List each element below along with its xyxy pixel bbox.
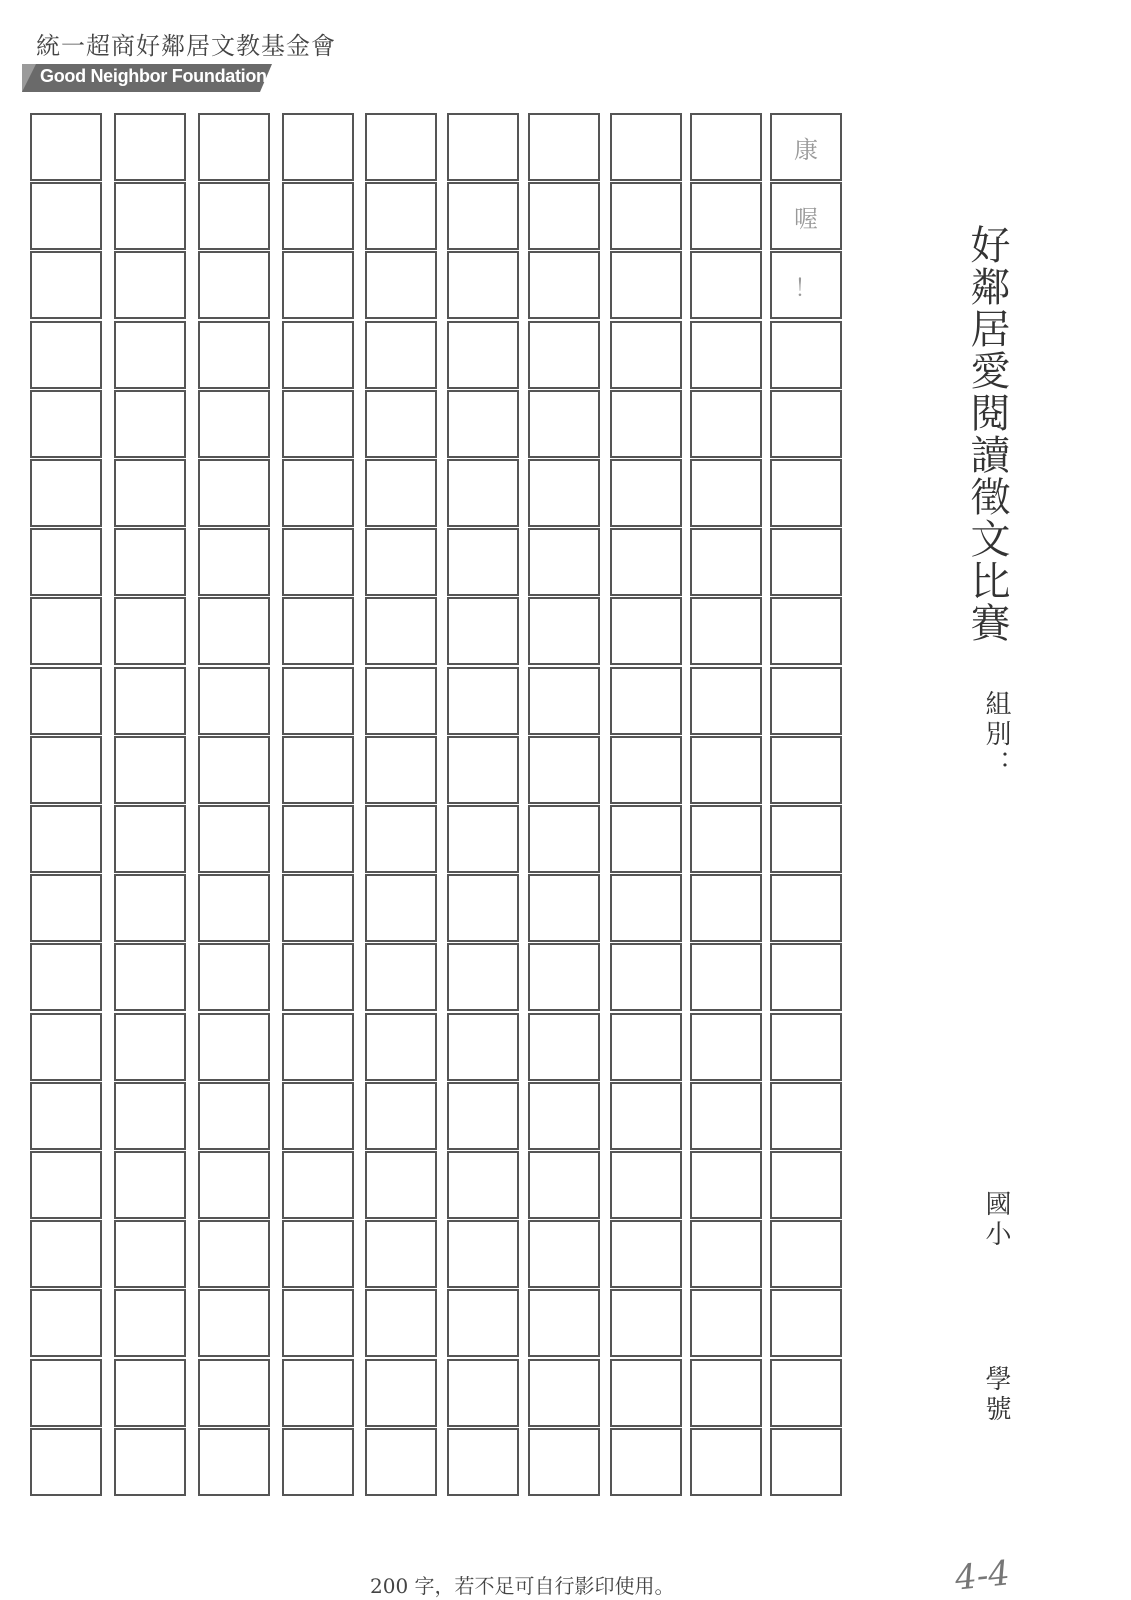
logo-english-text: Good Neighbor Foundation [40, 66, 267, 86]
grid-cell[interactable] [447, 736, 519, 804]
grid-cell[interactable] [770, 597, 842, 665]
grid-cell[interactable] [528, 1220, 600, 1288]
grid-cell[interactable] [198, 1151, 270, 1219]
grid-cell[interactable] [770, 1013, 842, 1081]
grid-cell[interactable] [365, 390, 437, 458]
logo-chinese-text: 統一超商好鄰居文教基金會 [36, 32, 336, 60]
grid-column [690, 113, 762, 1533]
grid-cell[interactable] [198, 1220, 270, 1288]
grid-cell[interactable] [198, 251, 270, 319]
grid-cell[interactable] [282, 182, 354, 250]
grid-cell[interactable] [114, 1220, 186, 1288]
grid-cell[interactable] [528, 251, 600, 319]
grid-cell[interactable] [30, 182, 102, 250]
grid-cell[interactable] [282, 805, 354, 873]
grid-cell[interactable] [528, 805, 600, 873]
student-id-label: 學號 [981, 1365, 1011, 1425]
grid-cell[interactable] [198, 528, 270, 596]
grid-cell[interactable] [528, 1013, 600, 1081]
grid-cell[interactable] [282, 1220, 354, 1288]
grid-cell[interactable] [690, 667, 762, 735]
grid-cell[interactable] [610, 1013, 682, 1081]
grid-cell[interactable] [365, 736, 437, 804]
grid-cell[interactable] [114, 1013, 186, 1081]
grid-cell[interactable] [447, 1151, 519, 1219]
grid-cell[interactable] [770, 459, 842, 527]
grid-cell[interactable] [690, 1013, 762, 1081]
grid-cell[interactable] [282, 321, 354, 389]
grid-cell[interactable] [447, 1082, 519, 1150]
grid-cell[interactable] [365, 1289, 437, 1357]
group-label: 組別： [981, 690, 1011, 780]
grid-cell[interactable] [198, 874, 270, 942]
grid-cell[interactable] [365, 113, 437, 181]
grid-cell[interactable] [365, 874, 437, 942]
grid-cell[interactable] [447, 597, 519, 665]
grid-cell[interactable] [365, 667, 437, 735]
grid-cell[interactable] [365, 1082, 437, 1150]
handwritten-character: ！ [794, 273, 818, 302]
grid-column [114, 113, 186, 1533]
grid-cell[interactable] [610, 1359, 682, 1427]
grid-cell[interactable] [690, 1428, 762, 1496]
grid-cell[interactable] [114, 459, 186, 527]
grid-cell[interactable] [282, 1359, 354, 1427]
grid-cell[interactable] [610, 1082, 682, 1150]
grid-cell[interactable] [770, 390, 842, 458]
grid-cell[interactable] [610, 528, 682, 596]
grid-cell[interactable] [114, 113, 186, 181]
grid-cell[interactable] [447, 667, 519, 735]
grid-cell[interactable] [114, 1428, 186, 1496]
grid-cell[interactable] [365, 1151, 437, 1219]
grid-cell[interactable] [447, 182, 519, 250]
grid-cell[interactable] [690, 1151, 762, 1219]
grid-cell[interactable] [447, 1428, 519, 1496]
grid-cell[interactable] [198, 1428, 270, 1496]
grid-cell[interactable] [282, 874, 354, 942]
grid-cell[interactable] [282, 736, 354, 804]
grid-cell[interactable] [610, 1289, 682, 1357]
grid-column [447, 113, 519, 1533]
grid-cell[interactable] [528, 1289, 600, 1357]
grid-cell[interactable] [690, 1359, 762, 1427]
elementary-label: 國小 [981, 1190, 1011, 1250]
footer-note: 200 字，若不足可自行影印使用。 [370, 1574, 675, 1598]
grid-cell[interactable] [198, 1013, 270, 1081]
grid-cell[interactable] [770, 1082, 842, 1150]
grid-cell[interactable] [528, 113, 600, 181]
grid-cell[interactable] [114, 943, 186, 1011]
grid-cell[interactable] [528, 1082, 600, 1150]
grid-cell[interactable] [447, 943, 519, 1011]
grid-cell[interactable] [30, 390, 102, 458]
grid-cell[interactable] [610, 1220, 682, 1288]
grid-cell[interactable] [198, 459, 270, 527]
grid-cell[interactable] [30, 1428, 102, 1496]
grid-cell[interactable] [690, 1289, 762, 1357]
grid-cell[interactable] [610, 1428, 682, 1496]
grid-cell[interactable] [447, 321, 519, 389]
grid-cell[interactable] [198, 736, 270, 804]
grid-column [30, 113, 102, 1533]
grid-cell[interactable] [690, 528, 762, 596]
grid-cell[interactable] [30, 597, 102, 665]
grid-cell[interactable] [690, 459, 762, 527]
grid-cell[interactable] [30, 251, 102, 319]
grid-cell[interactable] [30, 459, 102, 527]
grid-cell[interactable] [30, 1289, 102, 1357]
grid-cell[interactable] [282, 1082, 354, 1150]
grid-cell[interactable] [770, 1359, 842, 1427]
grid-cell[interactable] [690, 1220, 762, 1288]
grid-cell[interactable] [365, 1220, 437, 1288]
grid-cell[interactable] [30, 943, 102, 1011]
grid-cell[interactable] [198, 1082, 270, 1150]
grid-cell[interactable] [447, 1220, 519, 1288]
grid-cell[interactable] [30, 528, 102, 596]
grid-cell[interactable] [610, 667, 682, 735]
grid-cell[interactable] [528, 459, 600, 527]
grid-cell[interactable] [198, 1289, 270, 1357]
grid-cell[interactable] [198, 1359, 270, 1427]
grid-cell[interactable] [282, 1013, 354, 1081]
grid-cell[interactable] [365, 943, 437, 1011]
grid-cell[interactable] [447, 1289, 519, 1357]
grid-cell[interactable] [365, 1428, 437, 1496]
grid-cell[interactable] [528, 1428, 600, 1496]
grid-cell[interactable] [690, 321, 762, 389]
grid-cell[interactable] [528, 1151, 600, 1219]
grid-cell[interactable] [365, 459, 437, 527]
grid-cell[interactable] [282, 459, 354, 527]
grid-cell[interactable] [610, 251, 682, 319]
grid-cell[interactable] [447, 1013, 519, 1081]
grid-cell[interactable] [30, 1359, 102, 1427]
grid-cell[interactable] [198, 667, 270, 735]
grid-cell[interactable] [30, 805, 102, 873]
grid-cell[interactable] [282, 251, 354, 319]
grid-cell[interactable] [114, 390, 186, 458]
grid-cell[interactable] [198, 321, 270, 389]
grid-cell[interactable] [365, 597, 437, 665]
grid-cell[interactable] [447, 251, 519, 319]
grid-cell[interactable] [114, 667, 186, 735]
grid-cell[interactable] [282, 390, 354, 458]
grid-cell[interactable] [447, 459, 519, 527]
grid-cell[interactable] [528, 390, 600, 458]
grid-cell[interactable] [610, 736, 682, 804]
grid-cell[interactable] [114, 1289, 186, 1357]
grid-cell[interactable] [30, 736, 102, 804]
grid-cell[interactable] [282, 113, 354, 181]
grid-cell[interactable] [30, 667, 102, 735]
grid-cell[interactable] [30, 321, 102, 389]
grid-cell[interactable] [447, 113, 519, 181]
grid-cell[interactable] [770, 943, 842, 1011]
grid-cell[interactable] [770, 1289, 842, 1357]
grid-cell[interactable] [282, 943, 354, 1011]
grid-cell[interactable] [114, 597, 186, 665]
grid-cell[interactable] [770, 667, 842, 735]
grid-cell[interactable] [447, 1359, 519, 1427]
grid-cell[interactable] [30, 1151, 102, 1219]
grid-cell[interactable] [114, 1151, 186, 1219]
contest-title: 好鄰居愛閱讀徵文比賽 [964, 224, 1010, 644]
grid-cell[interactable] [528, 667, 600, 735]
grid-cell[interactable] [114, 1082, 186, 1150]
grid-cell[interactable] [528, 321, 600, 389]
grid-cell[interactable] [198, 182, 270, 250]
grid-cell[interactable] [690, 182, 762, 250]
grid-cell[interactable] [447, 528, 519, 596]
grid-cell[interactable] [528, 736, 600, 804]
grid-cell[interactable] [610, 943, 682, 1011]
grid-column [610, 113, 682, 1533]
grid-cell[interactable] [198, 390, 270, 458]
grid-cell[interactable] [690, 597, 762, 665]
grid-cell[interactable] [447, 390, 519, 458]
grid-cell[interactable] [30, 874, 102, 942]
grid-cell[interactable] [770, 1428, 842, 1496]
grid-cell[interactable] [770, 874, 842, 942]
grid-cell[interactable] [114, 182, 186, 250]
grid-cell[interactable] [447, 874, 519, 942]
grid-cell[interactable] [610, 597, 682, 665]
grid-cell[interactable] [770, 1151, 842, 1219]
grid-cell[interactable] [690, 251, 762, 319]
grid-cell[interactable] [610, 1151, 682, 1219]
grid-cell[interactable] [30, 1013, 102, 1081]
grid-cell[interactable] [610, 182, 682, 250]
grid-cell[interactable] [114, 1359, 186, 1427]
grid-column [770, 113, 842, 1533]
grid-cell[interactable] [282, 1289, 354, 1357]
grid-cell[interactable] [610, 321, 682, 389]
grid-cell[interactable] [282, 597, 354, 665]
grid-cell[interactable] [610, 874, 682, 942]
grid-cell[interactable] [528, 528, 600, 596]
grid-cell[interactable] [528, 874, 600, 942]
grid-cell[interactable] [690, 805, 762, 873]
grid-cell[interactable] [114, 251, 186, 319]
grid-cell[interactable] [770, 528, 842, 596]
grid-cell[interactable] [365, 1013, 437, 1081]
grid-cell[interactable] [528, 597, 600, 665]
grid-cell[interactable] [114, 874, 186, 942]
grid-cell[interactable] [690, 113, 762, 181]
grid-cell[interactable] [528, 943, 600, 1011]
grid-cell[interactable] [282, 1151, 354, 1219]
grid-column [365, 113, 437, 1533]
grid-cell[interactable] [365, 182, 437, 250]
grid-cell[interactable] [114, 321, 186, 389]
grid-cell[interactable] [690, 874, 762, 942]
grid-cell[interactable] [770, 321, 842, 389]
grid-cell[interactable] [114, 528, 186, 596]
grid-cell[interactable] [365, 1359, 437, 1427]
handwritten-page-number: 4-4 [953, 1553, 1012, 1599]
grid-cell[interactable] [690, 1082, 762, 1150]
grid-cell[interactable] [610, 390, 682, 458]
grid-cell[interactable] [528, 1359, 600, 1427]
grid-cell[interactable] [282, 1428, 354, 1496]
grid-cell[interactable] [114, 805, 186, 873]
grid-cell[interactable] [282, 667, 354, 735]
grid-column [528, 113, 600, 1533]
grid-column [198, 113, 270, 1533]
grid-cell[interactable] [30, 1220, 102, 1288]
grid-cell[interactable] [114, 736, 186, 804]
grid-cell[interactable] [610, 459, 682, 527]
grid-cell[interactable] [282, 528, 354, 596]
grid-cell[interactable] [690, 736, 762, 804]
grid-cell[interactable] [30, 113, 102, 181]
grid-cell[interactable] [198, 805, 270, 873]
grid-cell[interactable] [770, 1220, 842, 1288]
grid-cell[interactable] [365, 805, 437, 873]
grid-cell[interactable] [198, 113, 270, 181]
handwritten-character: 喔 [794, 204, 818, 233]
handwritten-character: 康 [794, 135, 818, 164]
grid-cell[interactable] [365, 528, 437, 596]
grid-cell[interactable] [528, 182, 600, 250]
grid-cell[interactable] [690, 943, 762, 1011]
grid-cell[interactable] [198, 943, 270, 1011]
grid-cell[interactable] [690, 390, 762, 458]
grid-cell[interactable] [365, 251, 437, 319]
grid-cell[interactable] [770, 805, 842, 873]
grid-cell[interactable] [770, 736, 842, 804]
grid-cell[interactable] [198, 597, 270, 665]
grid-cell[interactable] [365, 321, 437, 389]
grid-cell[interactable] [610, 113, 682, 181]
grid-cell[interactable] [610, 805, 682, 873]
grid-column [282, 113, 354, 1533]
grid-cell[interactable] [447, 805, 519, 873]
grid-cell[interactable] [30, 1082, 102, 1150]
